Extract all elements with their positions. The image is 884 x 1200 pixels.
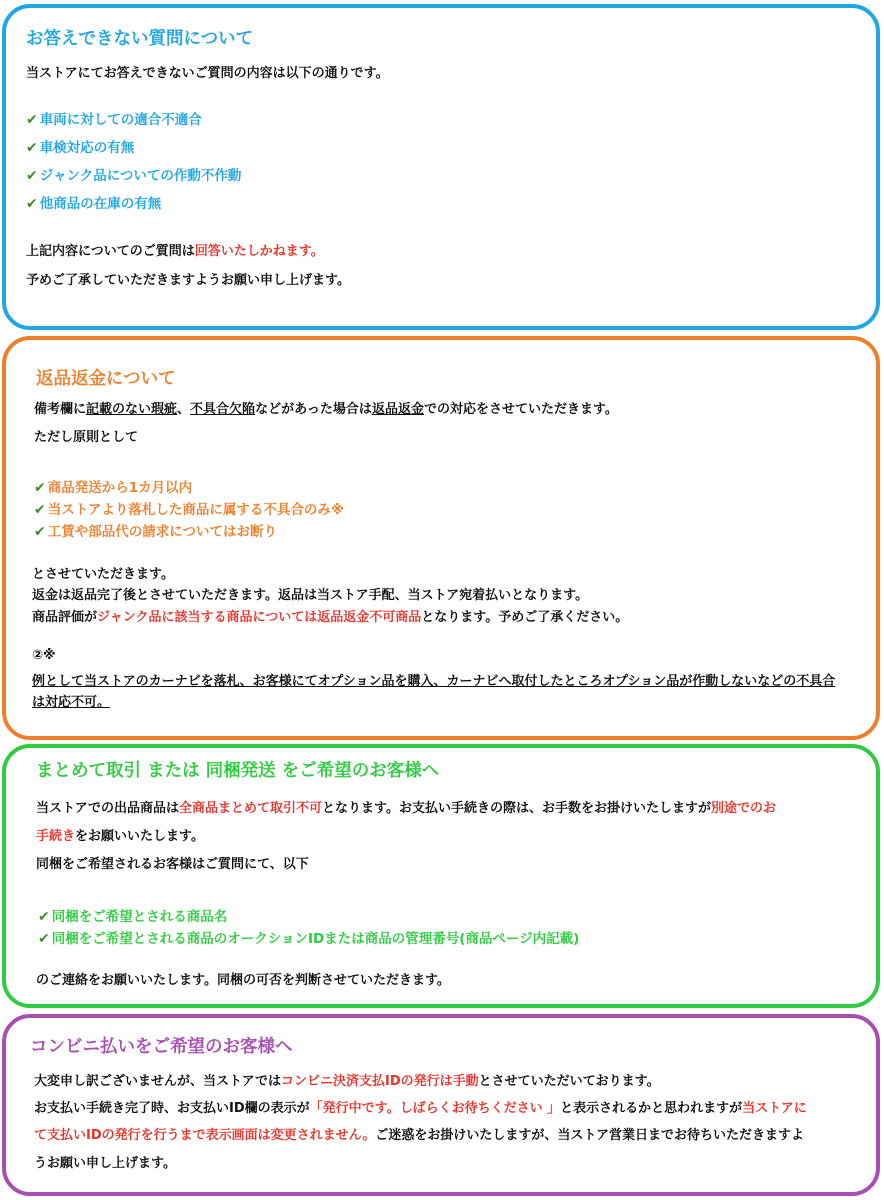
convenience-line-2: お支払い手続き完了時、お支払いID欄の表示が「発行中です。しばらくお待ちください 」と表示されるかと思われますが当ストアに — [34, 1101, 807, 1116]
section-title-returns: 返品返金について — [36, 369, 176, 389]
bundling-item: ✔ 同梱をご希望とされる商品のオークションIDまたは商品の管理番号(商品ページ内記載) — [38, 931, 580, 947]
questions-item: ✔ 車両に対しての適合不適合 — [26, 112, 202, 128]
returns-note-2: は対応不可。 — [32, 695, 111, 710]
check-icon: ✔ — [38, 931, 50, 947]
section-title-questions: お答えできない質問について — [26, 29, 254, 49]
returns-note-1: 例として当ストアのカーナビを落札、お客様にてオプション品を購入、カーナビへ取付したところオプション品が作動しないなどの不具合 — [32, 674, 836, 689]
section-title-bundling: まとめて取引 または 同梱発送 をご希望のお客様へ — [36, 761, 440, 781]
convenience-line-3: て支払いIDの発行を行うまで表示画面は変更されません。ご迷惑をお掛けいたしますが、当ストア営業日までお待ちいただきますよ — [34, 1128, 805, 1143]
questions-intro: 当ストアにてお答えできないご質問の内容は以下の通りです。 — [26, 66, 389, 81]
returns-item: ✔ 工賃や部品代の請求についてはお断り — [34, 524, 277, 540]
returns-note-mark: ②※ — [32, 648, 56, 663]
returns-item: ✔ 商品発送から1カ月以内 — [34, 480, 193, 496]
check-icon: ✔ — [26, 112, 38, 128]
questions-item: ✔ 他商品の在庫の有無 — [26, 196, 162, 212]
section-title-convenience: コンビニ払いをご希望のお客様へ — [30, 1037, 293, 1057]
bundling-item: ✔ 同梱をご希望とされる商品名 — [38, 909, 228, 925]
check-icon: ✔ — [34, 524, 46, 540]
bundling-line-2: 手続きをお願いいたします。 — [36, 829, 204, 844]
convenience-line-4: うお願い申し上げます。 — [34, 1156, 176, 1171]
check-icon: ✔ — [34, 480, 46, 496]
check-icon: ✔ — [26, 140, 38, 156]
returns-line-1: 備考欄に記載のない瑕疵、不具合欠陥などがあった場合は返品返金での対応をさせていただきます。 — [34, 402, 618, 417]
bundling-line-1: 当ストアでの出品商品は全商品まとめて取引不可となります。お支払い手続きの際は、お手数をお掛けいたしますが別途でのお — [36, 801, 777, 816]
bundling-line-3: 同梱をご希望されるお客様はご質問にて、以下 — [36, 857, 309, 872]
returns-item: ✔ 当ストアより落札した商品に属する不具合のみ※ — [34, 502, 344, 518]
questions-item: ✔ 車検対応の有無 — [26, 140, 135, 156]
check-icon: ✔ — [26, 168, 38, 184]
bundling-line-4: のご連絡をお願いいたします。同梱の可否を判断させていただきます。 — [36, 973, 450, 988]
returns-line-3: とさせていただきます。 — [32, 567, 174, 582]
questions-note: 上記内容についてのご質問は回答いたしかねます。 — [26, 244, 324, 259]
questions-item: ✔ ジャンク品についての作動不作動 — [26, 168, 242, 184]
returns-line-2: ただし原則として — [34, 430, 139, 445]
check-icon: ✔ — [26, 196, 38, 212]
check-icon: ✔ — [38, 909, 50, 925]
convenience-line-1: 大変申し訳ございませんが、当ストアではコンビニ決済支払IDの発行は手動とさせていただいております。 — [34, 1074, 660, 1089]
returns-line-4: 返金は返品完了後とさせていただきます。返品は当ストア手配、当ストア宛着払いとなります。 — [32, 588, 589, 603]
questions-closing: 予めご了承していただきますようお願い申し上げます。 — [26, 273, 350, 288]
returns-line-5: 商品評価がジャンク品に該当する商品については返品返金不可商品となります。予めご了承ください。 — [32, 610, 629, 625]
check-icon: ✔ — [34, 502, 46, 518]
